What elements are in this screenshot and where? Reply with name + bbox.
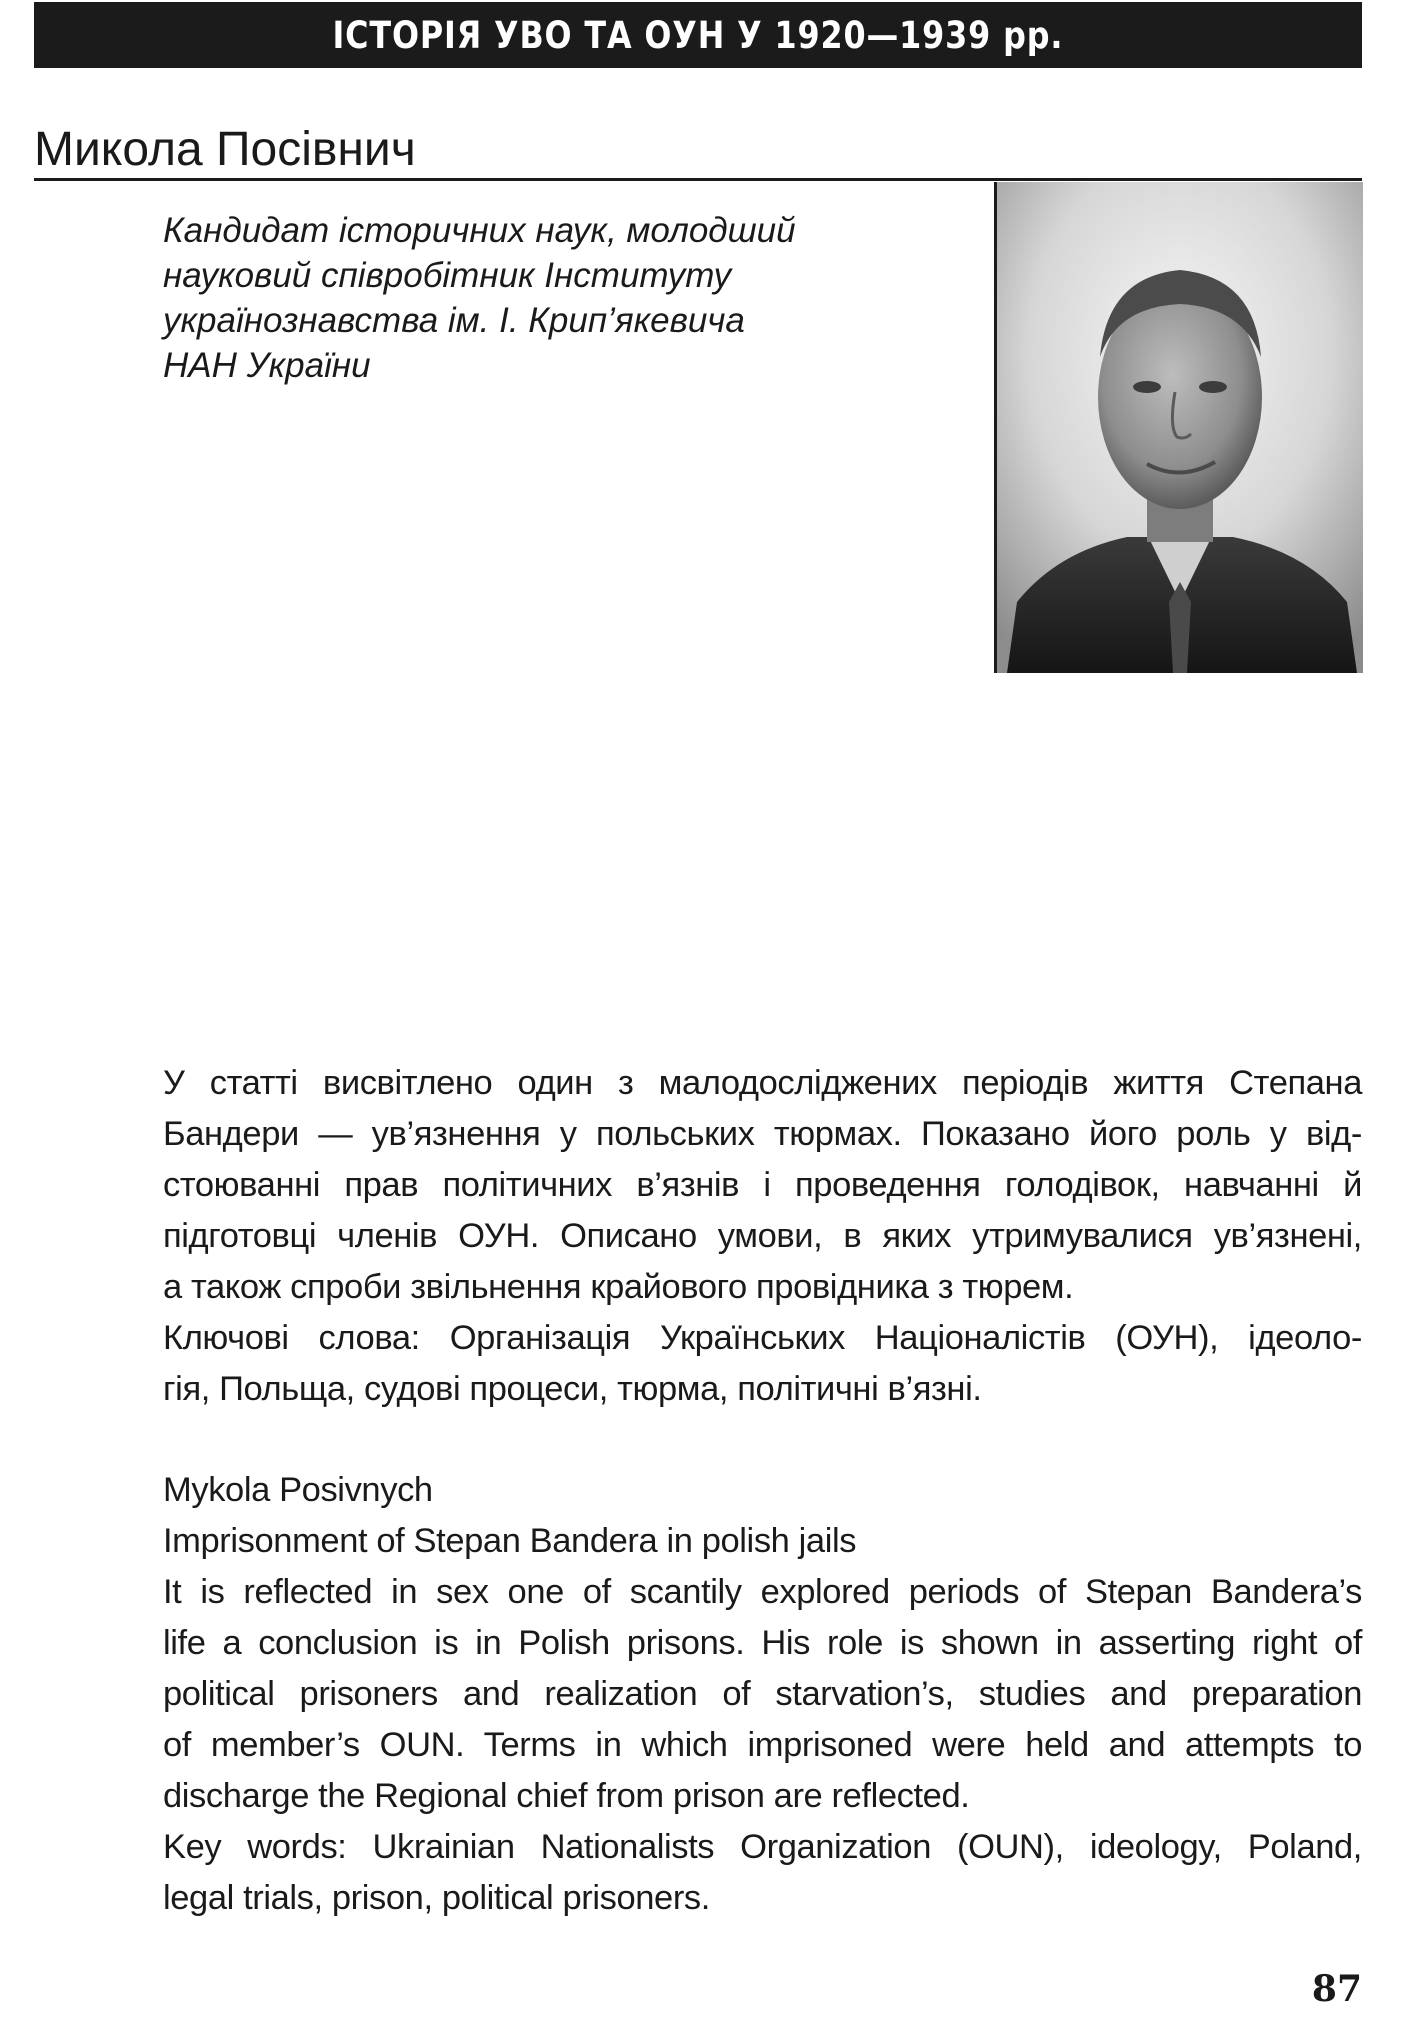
abstract-ukrainian	[163, 1058, 1362, 1415]
section-header-bar	[34, 2, 1362, 68]
abstract-ua-line: У статті висвітлено один з малодосліджених періодів життя Степана	[163, 1064, 1362, 1102]
abstract-ua-line: а також спроби звільнення крайового провідника з тюрем.	[163, 1268, 1074, 1306]
author-affiliation	[163, 208, 943, 388]
abstract-en-line: life a conclusion is in Polish prisons. His role is shown in asserting right of	[163, 1624, 1362, 1662]
author-portrait-image	[997, 182, 1363, 673]
author-photo	[994, 182, 1363, 673]
page-number: 87	[1311, 1968, 1362, 2010]
author-divider	[34, 178, 1362, 181]
affiliation-line: НАН України	[163, 346, 371, 385]
affiliation-line: науковий співробітник Інституту	[163, 256, 732, 295]
affiliation-line: українознавства ім. І. Крип’якевича	[163, 301, 745, 340]
abstract-en-author: Mykola Posivnych	[163, 1471, 433, 1509]
keywords-ua-line: гія, Польща, судові процеси, тюрма, політичні в’язні.	[163, 1370, 982, 1408]
abstract-ua-line: Бандери — ув’язнення у польських тюрмах. Показано його роль у від-	[163, 1115, 1362, 1153]
keywords-ua-line: Ключові слова: Організація Українських Націоналістів (ОУН), ідеоло-	[163, 1319, 1362, 1357]
abstract-en-line: political prisoners and realization of starvation’s, studies and preparation	[163, 1675, 1362, 1713]
keywords-en-line: legal trials, prison, political prisoners.	[163, 1879, 710, 1917]
abstract-en-title: Imprisonment of Stepan Bandera in polish jails	[163, 1522, 857, 1560]
author-name: Микола Посівнич	[34, 123, 416, 176]
abstract-en-line: discharge the Regional chief from prison are reflected.	[163, 1777, 970, 1815]
section-header-title: ІСТОРІЯ УВО ТА ОУН У 1920—1939 рр.	[332, 13, 1064, 57]
affiliation-line: Кандидат історичних наук, молодший	[163, 211, 796, 250]
abstract-ua-line: підготовці членів ОУН. Описано умови, в яких утримувалися ув’язнені,	[163, 1217, 1362, 1255]
abstract-en-line: It is reflected in sex one of scantily explored periods of Stepan Bandera’s	[163, 1573, 1362, 1611]
abstract-ua-line: стоюванні прав політичних в’язнів і проведення голодівок, навчанні й	[163, 1166, 1362, 1204]
abstract-en-line: of member’s OUN. Terms in which imprisoned were held and attempts to	[163, 1726, 1362, 1764]
abstract-english	[163, 1465, 1362, 1924]
keywords-en-line: Key words: Ukrainian Nationalists Organization (OUN), ideology, Poland,	[163, 1828, 1362, 1866]
